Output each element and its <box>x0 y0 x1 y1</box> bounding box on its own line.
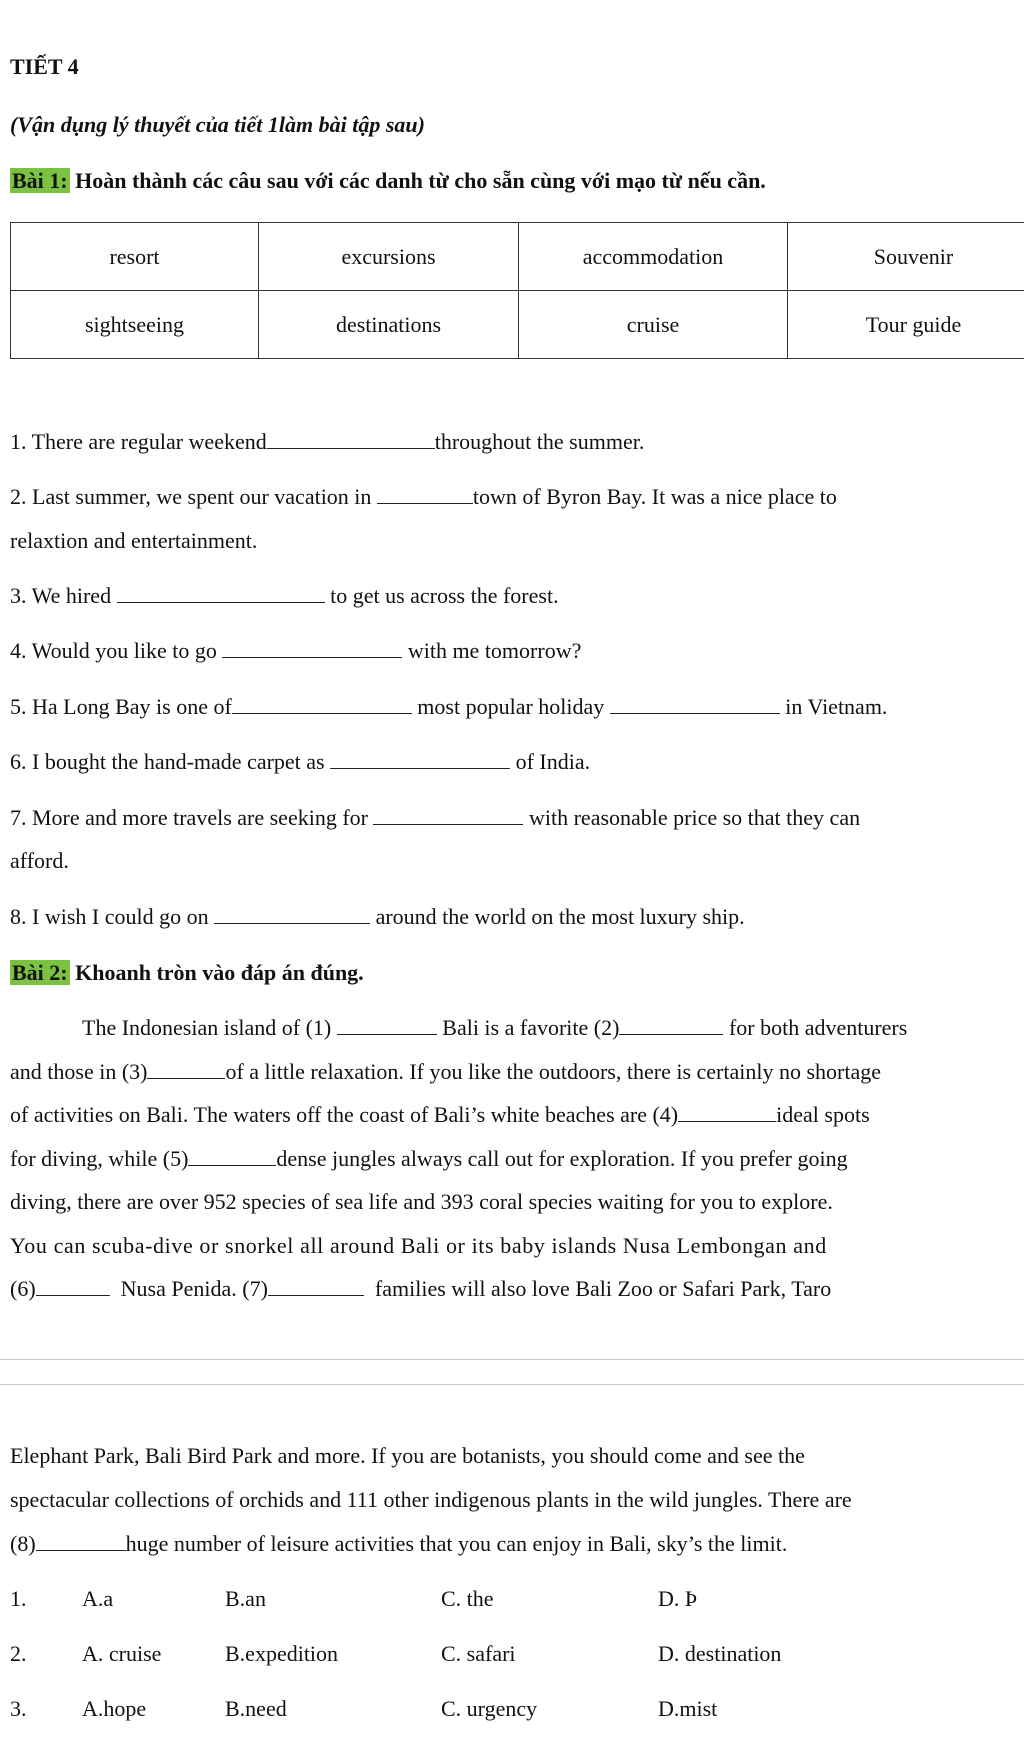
exercise2-label: Bài 2: <box>12 960 68 985</box>
option-a[interactable]: A.hope <box>82 1696 147 1721</box>
answer-blank[interactable] <box>188 1164 276 1166</box>
sentence-text: town of Byron Bay. It was a nice place to <box>472 484 837 509</box>
answer-blank[interactable] <box>268 1294 364 1296</box>
question-number: 2. <box>10 1641 27 1666</box>
sentence-6 <box>10 749 590 775</box>
sentence-2 <box>10 484 837 510</box>
exercise1-instruction-text: Hoàn thành các câu sau với các danh từ cho sẵn cùng với mạo từ nếu cần. <box>75 168 766 193</box>
passage-text: of a little relaxation. If you like the outdoors, there is certainly no shortage <box>225 1059 881 1084</box>
answer-blank[interactable] <box>232 712 412 714</box>
exercise1-label: Bài 1: <box>12 168 68 193</box>
passage-line <box>10 1531 787 1557</box>
option-c[interactable]: C. safari <box>441 1641 516 1666</box>
passage-line: You can scuba-dive or snorkel all around Bali or its baby islands Nusa Lembongan and <box>10 1233 827 1258</box>
answer-blank[interactable] <box>377 502 473 504</box>
passage-text: and those in (3) <box>10 1059 148 1084</box>
sentence-text: 4. Would you like to go <box>10 638 217 663</box>
sentence-text: in Vietnam. <box>785 694 888 719</box>
word-bank-cell: excursions <box>259 223 519 291</box>
word-bank-cell: accommodation <box>519 223 788 291</box>
question-number: 1. <box>10 1586 27 1611</box>
option-c[interactable]: C. urgency <box>441 1696 538 1721</box>
passage-text: Bali is a favorite (2) <box>442 1015 620 1040</box>
page-break-line <box>0 1384 1024 1385</box>
sentence-3 <box>10 583 559 609</box>
sentence-1 <box>10 429 644 455</box>
passage-line: Elephant Park, Bali Bird Park and more. If you are botanists, you should come and see the <box>10 1443 805 1468</box>
sentence-text: 6. I bought the hand-made carpet as <box>10 749 325 774</box>
word-bank-cell: destinations <box>259 291 519 359</box>
sentence-text: with reasonable price so that they can <box>528 805 861 830</box>
sentence-text: of India. <box>515 749 591 774</box>
answer-blank[interactable] <box>267 447 435 449</box>
answer-blank[interactable] <box>373 823 523 825</box>
passage-line <box>10 1276 831 1302</box>
passage-line: diving, there are over 952 species of sea life and 393 coral species waiting for you to explore. <box>10 1189 833 1214</box>
passage-text: (8) <box>10 1531 36 1556</box>
option-b[interactable]: B.need <box>225 1696 287 1721</box>
exercise2-instruction-text: Khoanh tròn vào đáp án đúng. <box>75 960 364 985</box>
option-c[interactable]: C. the <box>441 1586 494 1611</box>
sentence-8 <box>10 904 745 930</box>
answer-blank[interactable] <box>36 1549 126 1551</box>
exercise2-instruction <box>10 960 364 986</box>
option-d[interactable]: D. Þ <box>658 1586 698 1611</box>
sentence-text: most popular holiday <box>417 694 605 719</box>
option-d[interactable]: D. destination <box>658 1641 782 1666</box>
passage-line: spectacular collections of orchids and 111 other indigenous plants in the wild jungles. There are <box>10 1487 852 1512</box>
sentence-7 <box>10 805 860 831</box>
word-bank-cell: cruise <box>519 291 788 359</box>
passage-line <box>10 1146 848 1172</box>
passage-text: of activities on Bali. The waters off the coast of Bali’s white beaches are (4) <box>10 1102 679 1127</box>
lesson-heading: TIẾT 4 <box>10 54 79 79</box>
passage-line <box>10 1059 881 1085</box>
sentence-text: 2. Last summer, we spent our vacation in <box>10 484 372 509</box>
answer-blank[interactable] <box>36 1294 110 1296</box>
passage-text: huge number of leisure activities that you can enjoy in Bali, sky’s the limit. <box>125 1531 788 1556</box>
option-b[interactable]: B.an <box>225 1586 266 1611</box>
sentence-text: to get us across the forest. <box>330 583 559 608</box>
sentence-text: 1. There are regular weekend <box>10 429 267 454</box>
word-bank-row <box>11 291 1024 359</box>
answer-blank[interactable] <box>337 1033 437 1035</box>
passage-text: Nusa Penida. (7) <box>120 1276 268 1301</box>
sentence-text: around the world on the most luxury ship. <box>375 904 745 929</box>
sentence-text: 3. We hired <box>10 583 112 608</box>
passage-text: for both adventurers <box>728 1015 908 1040</box>
answer-blank[interactable] <box>610 712 780 714</box>
passage-text: for diving, while (5) <box>10 1146 189 1171</box>
passage-text: families will also love Bali Zoo or Safari Park, Taro <box>374 1276 832 1301</box>
sentence-5 <box>10 694 887 720</box>
sentence-7-cont: afford. <box>10 848 69 873</box>
word-bank-cell: resort <box>11 223 259 291</box>
passage-text: The Indonesian island of (1) <box>82 1015 332 1040</box>
passage-line <box>82 1015 907 1041</box>
passage-line <box>10 1102 870 1128</box>
answer-blank[interactable] <box>678 1120 776 1122</box>
answer-blank[interactable] <box>147 1077 225 1079</box>
page-break-line <box>0 1359 1024 1360</box>
lesson-subheading: (Vận dụng lý thuyết của tiết 1làm bài tập sau) <box>10 112 425 137</box>
word-bank-cell: Tour guide <box>788 291 1024 359</box>
answer-blank[interactable] <box>222 656 402 658</box>
sentence-text: with me tomorrow? <box>407 638 582 663</box>
word-bank-cell: Souvenir <box>788 223 1024 291</box>
answer-blank[interactable] <box>619 1033 723 1035</box>
option-d[interactable]: D.mist <box>658 1696 718 1721</box>
word-bank-table <box>10 222 1024 359</box>
word-bank-cell: sightseeing <box>11 291 259 359</box>
passage-text: ideal spots <box>776 1102 870 1127</box>
answer-blank[interactable] <box>214 922 370 924</box>
sentence-text: 8. I wish I could go on <box>10 904 209 929</box>
question-number: 3. <box>10 1696 27 1721</box>
option-a[interactable]: A. cruise <box>82 1641 162 1666</box>
sentence-text: throughout the summer. <box>434 429 645 454</box>
sentence-2-cont: relaxtion and entertainment. <box>10 528 258 553</box>
passage-text: dense jungles always call out for exploration. If you prefer going <box>276 1146 848 1171</box>
exercise1-instruction <box>10 168 766 194</box>
answer-blank[interactable] <box>330 767 510 769</box>
answer-blank[interactable] <box>117 601 325 603</box>
passage-text: (6) <box>10 1276 36 1301</box>
option-a[interactable]: A.a <box>82 1586 114 1611</box>
sentence-text: 5. Ha Long Bay is one of <box>10 694 232 719</box>
option-b[interactable]: B.expedition <box>225 1641 339 1666</box>
sentence-4 <box>10 638 581 664</box>
word-bank-row <box>11 223 1024 291</box>
sentence-text: 7. More and more travels are seeking for <box>10 805 368 830</box>
